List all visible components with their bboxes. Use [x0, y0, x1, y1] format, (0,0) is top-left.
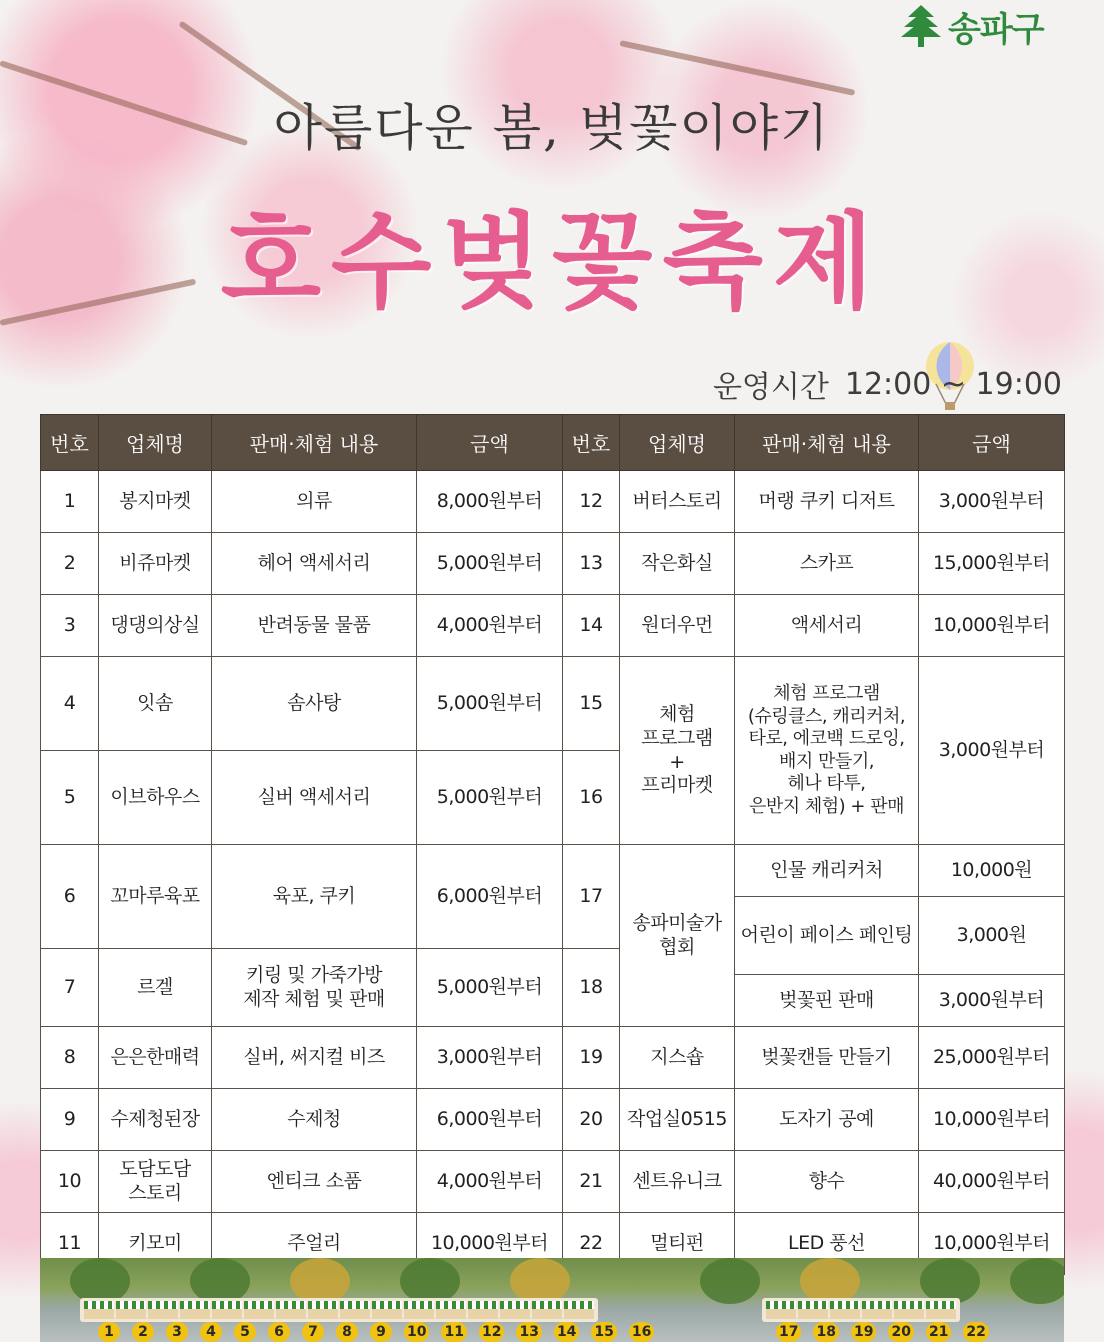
header-price: 금액: [919, 415, 1065, 471]
vendor-item: 향수: [735, 1151, 919, 1213]
vendor-price: 10,000원부터: [919, 1213, 1065, 1275]
table-row: [41, 845, 1065, 897]
booth-number-badge: 18: [813, 1322, 838, 1342]
booth-tent-icon: [766, 1301, 796, 1319]
vendor-item-program: [735, 657, 919, 845]
booth-number-badge: 7: [302, 1322, 324, 1342]
vendor-name: 이브하우스: [99, 751, 212, 845]
name-line: 협회: [659, 935, 695, 958]
vendor-name: 은은한매력: [99, 1027, 212, 1089]
vendor-number: 18: [563, 949, 620, 1027]
vendor-name: 버터스토리: [620, 471, 735, 533]
booth-number-badge: 16: [629, 1322, 654, 1342]
vendor-number: 21: [563, 1151, 620, 1213]
vendor-number: 10: [41, 1151, 99, 1213]
hours-value: 12:00 ~ 19:00: [844, 366, 1062, 402]
booth-tent-icon: [830, 1301, 860, 1319]
vendor-item: 도자기 공예: [735, 1089, 919, 1151]
item-line: 체험 프로그램: [773, 683, 880, 704]
booth-number-badge: 9: [370, 1322, 392, 1342]
item-line: (슈링클스, 캐리커처,: [747, 705, 906, 727]
vendor-item: 실버, 써지컬 비즈: [212, 1027, 417, 1089]
booth-number-badge: 15: [591, 1322, 616, 1342]
booth-tent-icon: [340, 1301, 370, 1319]
vendor-price: 3,000원부터: [919, 657, 1065, 845]
vendor-number: 3: [41, 595, 99, 657]
name-line: 스토리: [128, 1181, 182, 1204]
booth-tent-icon: [468, 1301, 498, 1319]
vendor-price: 8,000원부터: [417, 471, 563, 533]
vendor-name: 센트유니크: [620, 1151, 735, 1213]
booth-number-badge: 1: [98, 1322, 120, 1342]
vendor-price: 3,000원부터: [919, 975, 1065, 1027]
vendor-name: 지스숍: [620, 1027, 735, 1089]
vendor-number: 2: [41, 533, 99, 595]
item-line: 제작 체험 및 판매: [243, 987, 385, 1010]
vendor-name: 작은화실: [620, 533, 735, 595]
vendor-number: 6: [41, 845, 99, 949]
table-row: [41, 533, 1065, 595]
vendor-item: 주얼리: [212, 1213, 417, 1275]
name-line: 프리마켓: [641, 774, 713, 797]
vendor-price: 10,000원: [919, 845, 1065, 897]
booth-number-badge: 8: [336, 1322, 358, 1342]
festival-subtitle: 아름다운 봄, 벚꽃이야기: [273, 99, 831, 157]
vendor-name: [99, 1151, 212, 1213]
tree-shape: [1010, 1258, 1064, 1304]
vendor-number: 1: [41, 471, 99, 533]
vendor-number: 8: [41, 1027, 99, 1089]
vendor-number: 7: [41, 949, 99, 1027]
table-row: [41, 1089, 1065, 1151]
vendor-number: 14: [563, 595, 620, 657]
booth-tent-icon: [798, 1301, 828, 1319]
table-row: [41, 595, 1065, 657]
booth-tent-icon: [564, 1301, 594, 1319]
vendor-item: 수제청: [212, 1089, 417, 1151]
booth-number-badge: 11: [441, 1322, 466, 1342]
vendor-price: 5,000원부터: [417, 751, 563, 845]
vendor-number: 15: [563, 657, 620, 751]
vendor-item: 의류: [212, 471, 417, 533]
vendor-name: 키모미: [99, 1213, 212, 1275]
table-row: [41, 657, 1065, 751]
vendor-price: 3,000원부터: [919, 471, 1065, 533]
vendor-item: 액세서리: [735, 595, 919, 657]
item-line: 헤나 타투,: [787, 773, 866, 794]
vendor-name-program: [620, 657, 735, 845]
name-line: 송파미술가: [632, 911, 722, 934]
booth-number-badge: 19: [851, 1322, 876, 1342]
item-line: 키링 및 가죽가방: [245, 963, 383, 986]
songpa-logo: [900, 2, 1044, 50]
booth-number-badge: 4: [200, 1322, 222, 1342]
vendor-price: 40,000원부터: [919, 1151, 1065, 1213]
booth-number-badge: 13: [516, 1322, 541, 1342]
vendor-price: 10,000원부터: [417, 1213, 563, 1275]
booth-number-badge: 2: [132, 1322, 154, 1342]
booth-tent-icon: [404, 1301, 434, 1319]
header-vendor: 업체명: [620, 415, 735, 471]
booth-tent-icon: [436, 1301, 466, 1319]
vendor-number: 4: [41, 657, 99, 751]
vendor-item: 벚꽃핀 판매: [735, 975, 919, 1027]
table-row: [41, 471, 1065, 533]
vendor-number: 5: [41, 751, 99, 845]
vendor-name: 꼬마루육포: [99, 845, 212, 949]
booth-tent-icon: [862, 1301, 892, 1319]
name-line: 체험: [659, 703, 695, 725]
vendor-number: 19: [563, 1027, 620, 1089]
header-number: 번호: [41, 415, 99, 471]
vendor-price: 10,000원부터: [919, 595, 1065, 657]
vendor-number: 17: [563, 845, 620, 949]
table-row: [41, 1027, 1065, 1089]
booth-number-badge: 10: [404, 1322, 429, 1342]
name-line: +: [669, 750, 685, 773]
vendor-name: 잇솜: [99, 657, 212, 751]
booth-row-left: [80, 1298, 598, 1322]
item-line: 타로, 에코백 드로잉,: [748, 728, 905, 749]
booth-tent-icon: [212, 1301, 242, 1319]
booth-tent-icon: [84, 1301, 114, 1319]
booth-tent-icon: [308, 1301, 338, 1319]
vendor-price: 4,000원부터: [417, 595, 563, 657]
booth-number-badge: 22: [963, 1322, 988, 1342]
vendor-price: 5,000원부터: [417, 949, 563, 1027]
vendor-item: [212, 949, 417, 1027]
item-line: 은반지 체험) + 판매: [749, 795, 904, 817]
header-price: 금액: [417, 415, 563, 471]
booth-numbers-left: [98, 1322, 654, 1342]
vendor-price: 3,000원: [919, 897, 1065, 975]
vendor-item: 스카프: [735, 533, 919, 595]
vendor-name: 수제청된장: [99, 1089, 212, 1151]
vendor-number: 11: [41, 1213, 99, 1275]
vendor-item: LED 풍선: [735, 1213, 919, 1275]
vendor-item: 인물 캐리커처: [735, 845, 919, 897]
booth-tent-icon: [926, 1301, 956, 1319]
vendor-name: 원더우먼: [620, 595, 735, 657]
booth-tent-icon: [372, 1301, 402, 1319]
vendor-price: 6,000원부터: [417, 845, 563, 949]
vendor-name: 비쥬마켓: [99, 533, 212, 595]
vendor-number: 22: [563, 1213, 620, 1275]
booth-tent-icon: [500, 1301, 530, 1319]
name-line: 도담도담: [119, 1157, 191, 1180]
vendor-number: 16: [563, 751, 620, 845]
vendor-item: 육포, 쿠키: [212, 845, 417, 949]
vendor-price: 5,000원부터: [417, 657, 563, 751]
vendor-price: 5,000원부터: [417, 533, 563, 595]
vendor-table: [40, 414, 1065, 1275]
booth-numbers-right: [776, 1322, 989, 1342]
header-number: 번호: [563, 415, 620, 471]
vendor-item: 실버 액세서리: [212, 751, 417, 845]
vendor-name: 르겔: [99, 949, 212, 1027]
pine-tree-icon: [900, 3, 942, 49]
logo-text: 송파구: [948, 9, 1044, 50]
booth-tent-icon: [532, 1301, 562, 1319]
vendor-price: 10,000원부터: [919, 1089, 1065, 1151]
booth-tent-icon: [244, 1301, 274, 1319]
booth-tent-icon: [148, 1301, 178, 1319]
booth-tent-icon: [276, 1301, 306, 1319]
booth-number-badge: 20: [888, 1322, 913, 1342]
name-line: 프로그램: [641, 726, 713, 749]
vendor-price: 4,000원부터: [417, 1151, 563, 1213]
booth-map: [40, 1258, 1064, 1342]
booth-number-badge: 21: [926, 1322, 951, 1342]
booth-tent-icon: [116, 1301, 146, 1319]
header-vendor: 업체명: [99, 415, 212, 471]
vendor-item: 반려동물 물품: [212, 595, 417, 657]
vendor-item: 머랭 쿠키 디저트: [735, 471, 919, 533]
booth-number-badge: 6: [268, 1322, 290, 1342]
vendor-name: 멀티펀: [620, 1213, 735, 1275]
vendor-number: 20: [563, 1089, 620, 1151]
booth-tent-icon: [180, 1301, 210, 1319]
booth-number-badge: 5: [234, 1322, 256, 1342]
vendor-name: 봉지마켓: [99, 471, 212, 533]
vendor-item: 헤어 액세서리: [212, 533, 417, 595]
vendor-number: 12: [563, 471, 620, 533]
vendor-item: 솜사탕: [212, 657, 417, 751]
operating-hours: [713, 362, 1062, 406]
booth-number-badge: 17: [776, 1322, 801, 1342]
vendor-name: 댕댕의상실: [99, 595, 212, 657]
hours-label: 운영시간: [712, 370, 829, 405]
vendor-price: 25,000원부터: [919, 1027, 1065, 1089]
table-row: [41, 1151, 1065, 1213]
booth-tent-icon: [894, 1301, 924, 1319]
tree-shape: [700, 1258, 760, 1304]
vendor-price: 15,000원부터: [919, 533, 1065, 595]
vendor-number: 13: [563, 533, 620, 595]
vendor-price: 3,000원부터: [417, 1027, 563, 1089]
vendor-item: 어린이 페이스 페인팅: [735, 897, 919, 975]
booth-number-badge: 14: [554, 1322, 579, 1342]
vendor-name-art-association: [620, 845, 735, 1027]
table-header-row: [41, 415, 1065, 471]
header-content: 판매·체험 내용: [212, 415, 417, 471]
vendor-price: 6,000원부터: [417, 1089, 563, 1151]
vendor-item: 엔티크 소품: [212, 1151, 417, 1213]
booth-number-badge: 12: [479, 1322, 504, 1342]
item-line: 배지 만들기,: [779, 750, 874, 772]
vendor-name: 작업실0515: [620, 1089, 735, 1151]
vendor-item: 벚꽃캔들 만들기: [735, 1027, 919, 1089]
booth-row-right: [762, 1298, 960, 1322]
vendor-number: 9: [41, 1089, 99, 1151]
header-content: 판매·체험 내용: [735, 415, 919, 471]
booth-number-badge: 3: [166, 1322, 188, 1342]
festival-title: 호수벚꽃축제: [220, 201, 884, 323]
